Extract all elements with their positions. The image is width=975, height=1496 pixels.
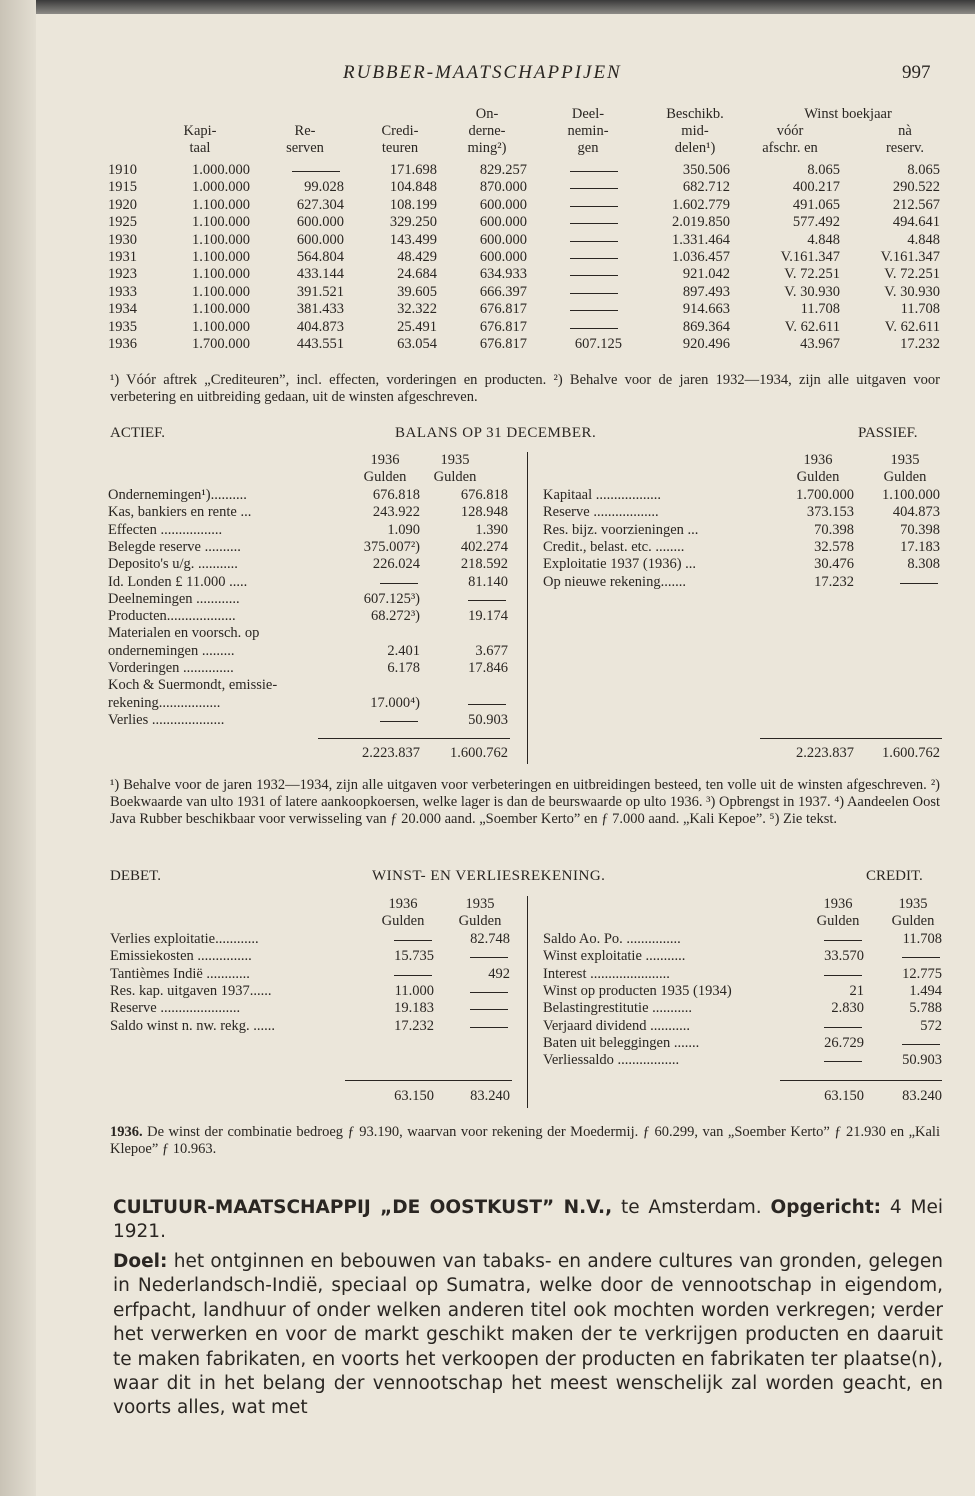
hist-cell-dash [570, 171, 618, 172]
asset-1936: 17.000⁴) [370, 694, 420, 711]
hist-year: 1934 [108, 301, 137, 318]
balance-unit-left-1: Gulden [433, 469, 477, 485]
hist-cell: 600.000 [479, 214, 527, 231]
pl-total-left-1936: 63.150 [394, 1088, 434, 1104]
debet-1936-dash [394, 940, 432, 941]
hist-cell-dash [570, 310, 618, 311]
hist-cell: 491.065 [792, 196, 840, 213]
hist-cell: V. 30.930 [884, 283, 940, 300]
liability-label: Op nieuwe rekening....... [543, 573, 686, 590]
hist-cell: 1.000.000 [192, 162, 250, 178]
binding-shadow [0, 0, 36, 1496]
liability-label: Credit., belast. etc. ........ [543, 538, 685, 555]
hist-cell: 104.848 [389, 179, 437, 196]
history-footnote: ¹) Vóór aftrek „Crediteuren”, incl. effecten, vorderingen en producten. ²) Behalve voor de jaren 1932—1934, zijn alle uitgaven voor verbetering en uitbreiding gedaan, uit de winsten afgeschreven. [110, 372, 940, 405]
hist-cell: 921.042 [682, 266, 730, 283]
hist-cell: 8.065 [807, 162, 840, 178]
page-number: 997 [902, 62, 931, 83]
balance-year-left-1: 1935 [440, 452, 470, 468]
asset-1935: 17.846 [468, 660, 508, 676]
asset-label: Vorderingen .............. [108, 660, 234, 676]
credit-label: Interest ...................... [543, 965, 670, 982]
hist-cell: 600.000 [479, 231, 527, 248]
hist-cell: 1.100.000 [192, 301, 250, 318]
debet-label: Verlies exploitatie............ [110, 931, 259, 947]
asset-1936: 2.401 [387, 642, 420, 659]
asset-1935: 1.390 [475, 521, 508, 538]
hist-cell: 1.100.000 [192, 249, 250, 265]
debet-1936: 17.232 [394, 1017, 434, 1034]
hist-cell-dash [570, 206, 618, 207]
pl-year-right-0: 1936 [823, 896, 853, 912]
hist-cell-dash [570, 241, 618, 242]
hist-cell: 676.817 [479, 318, 527, 335]
balance-total-right-1936: 2.223.837 [796, 745, 854, 761]
credit-1935: 5.788 [909, 1000, 942, 1017]
purpose-text: het ontginnen en bebouwen van tabaks- en andere cultures van gronden, gelegen in Nederlandsch-Indië, speciaal op Sumatra, welke door de vennootschap in eigendom, erfpacht, landhuur of onder welken anderen titel ook mochten worden verkregen; verder het verwerken en voor de markt geschikt maken der te verkrijgen producten en daaruit te maken fabrikaten, en voorts het verkoopen der producten en fabrikaten ter plaatse(n), waar dit in het belang der vennootschap het meest wenschelijk zal worden geacht, en voorts alles, wat met [113, 1251, 943, 1419]
hist-year: 1915 [108, 179, 137, 196]
hist-header-3-0: Credi- [381, 123, 419, 139]
asset-label: Materialen en voorsch. op [108, 625, 260, 642]
balance-total-left-1935: 1.600.762 [450, 745, 508, 761]
balance-total-right-1935: 1.600.762 [882, 745, 940, 761]
pl-year-left-0: 1936 [388, 896, 418, 912]
hist-cell-dash [292, 171, 340, 172]
debet-1935: 492 [488, 965, 510, 982]
hist-header-6-0: Beschikb. [666, 106, 724, 122]
hist-header-8-0: vóór [776, 123, 804, 139]
hist-cell: 897.493 [682, 283, 730, 300]
hist-cell: 920.496 [682, 336, 730, 352]
hist-cell: 1.100.000 [192, 231, 250, 248]
credit-1935: 12.775 [902, 965, 942, 982]
asset-1936: 226.024 [372, 556, 420, 573]
hist-cell: 108.199 [389, 196, 437, 213]
hist-cell: 829.257 [479, 162, 527, 178]
asset-1936: 6.178 [387, 660, 420, 676]
liability-label: Exploitatie 1937 (1936) ... [543, 556, 697, 573]
hist-cell: 634.933 [479, 266, 527, 283]
hist-cell-dash [570, 258, 618, 259]
asset-label: rekening................. [108, 694, 221, 711]
balance-total-rule-right [760, 738, 942, 739]
balance-unit-left-0: Gulden [363, 469, 407, 485]
asset-1936: 375.007²) [363, 538, 420, 555]
hist-cell: 290.522 [892, 179, 940, 196]
credit-label: Verjaard dividend ........... [543, 1017, 690, 1034]
hist-cell: 600.000 [479, 196, 527, 213]
purpose-label: Doel: [113, 1251, 168, 1272]
hist-year: 1931 [108, 249, 137, 265]
hist-cell: 1.100.000 [192, 283, 250, 300]
hist-header-3-1: teuren [381, 140, 419, 156]
hist-cell: 381.433 [296, 301, 344, 318]
balance-unit-right-1: Gulden [883, 469, 927, 485]
debet-label: Emissiekosten ............... [110, 948, 252, 965]
hist-cell: 914.663 [682, 301, 730, 318]
balance-left-heading: ACTIEF. [110, 425, 166, 441]
hist-header-4-2: ming²) [467, 140, 507, 156]
pl-unit-left-0: Gulden [381, 913, 425, 929]
liability-1935: 1.100.000 [882, 487, 940, 503]
asset-label: Deelnemingen ............ [108, 590, 240, 607]
pl-title: WINST- EN VERLIESREKENING. [372, 868, 606, 884]
balance-right-heading: PASSIEF. [858, 425, 918, 441]
hist-cell: 400.217 [792, 179, 840, 196]
debet-1936: 11.000 [394, 982, 434, 999]
scan-edge [0, 0, 975, 14]
balance-year-right-1: 1935 [890, 452, 920, 468]
hist-cell: 1.100.000 [192, 196, 250, 213]
hist-header-5-1: nemin- [567, 123, 609, 139]
hist-cell: 1.602.779 [672, 196, 730, 213]
asset-1936-dash [380, 721, 418, 722]
credit-1936-dash [824, 975, 862, 976]
hist-cell: 682.712 [682, 179, 730, 196]
hist-cell-dash [570, 328, 618, 329]
liability-label: Kapitaal .................. [543, 487, 661, 503]
hist-header-7-0: Winst boekjaar [804, 106, 892, 122]
pl-divider [527, 896, 528, 1108]
hist-year: 1925 [108, 214, 137, 231]
liability-1936: 17.232 [814, 573, 854, 590]
credit-label: Saldo Ao. Po. ............... [543, 931, 681, 947]
hist-header-9-1: reserv. [885, 140, 925, 156]
pl-unit-right-0: Gulden [816, 913, 860, 929]
hist-cell: 577.492 [792, 214, 840, 231]
hist-year: 1923 [108, 266, 137, 283]
hist-cell: 1.331.464 [672, 231, 730, 248]
debet-1936: 15.735 [394, 948, 434, 965]
hist-cell: 600.000 [296, 214, 344, 231]
hist-header-6-1: mid- [681, 123, 709, 139]
pl-total-rule-right [780, 1080, 942, 1081]
asset-1935: 50.903 [468, 711, 508, 728]
credit-1936: 21 [849, 982, 864, 999]
hist-header-4-1: derne- [468, 123, 506, 139]
asset-1936: 607.125³) [363, 590, 420, 607]
asset-label: Verlies .................... [108, 711, 225, 728]
balance-unit-right-0: Gulden [796, 469, 840, 485]
liability-1936: 32.578 [814, 538, 854, 555]
hist-cell: 443.551 [296, 336, 344, 352]
asset-label: Belegde reserve .......... [108, 538, 241, 555]
hist-cell: 1.100.000 [192, 266, 250, 283]
credit-1935: 11.708 [902, 931, 942, 947]
liability-1935: 404.873 [892, 504, 940, 521]
credit-1935-dash [902, 1044, 940, 1045]
hist-cell: 43.967 [800, 336, 840, 352]
founded-label: Opgericht: [770, 1197, 882, 1218]
hist-cell: V. 72.251 [884, 266, 940, 283]
asset-label: Ondernemingen¹).......... [108, 487, 247, 503]
debet-1935-dash [470, 1027, 508, 1028]
credit-label: Baten uit beleggingen ....... [543, 1034, 700, 1051]
asset-1936: 243.922 [372, 504, 420, 521]
hist-cell: 143.499 [389, 231, 437, 248]
hist-header-6-2: delen¹) [674, 140, 716, 156]
credit-1935-dash [902, 957, 940, 958]
pl-unit-left-1: Gulden [458, 913, 502, 929]
asset-label: Koch & Suermondt, emissie- [108, 677, 278, 694]
credit-1936: 26.729 [824, 1034, 864, 1051]
debet-1936: 19.183 [394, 1000, 434, 1017]
asset-label: Kas, bankiers en rente ... [108, 504, 252, 521]
hist-cell: 25.491 [397, 318, 437, 335]
hist-cell-dash [570, 188, 618, 189]
credit-1935: 1.494 [909, 982, 942, 999]
pl-right-heading: CREDIT. [866, 868, 923, 884]
debet-1935-dash [470, 957, 508, 958]
credit-label: Belastingrestitutie ........... [543, 1000, 693, 1017]
hist-cell: 8.065 [907, 162, 940, 178]
debet-1935: 82.748 [470, 931, 510, 947]
credit-1935: 572 [920, 1017, 942, 1034]
balance-total-rule-left [318, 738, 510, 739]
hist-header-2-1: serven [286, 140, 324, 156]
asset-1936-dash [380, 583, 418, 584]
asset-1935: 218.592 [460, 556, 508, 573]
liability-1935: 70.398 [900, 521, 940, 538]
hist-cell: 2.019.850 [672, 214, 730, 231]
hist-cell: 1.100.000 [192, 318, 250, 335]
hist-cell: 1.036.457 [672, 249, 730, 265]
hist-header-5-2: gen [577, 140, 599, 156]
asset-1935: 676.818 [460, 487, 508, 503]
debet-1935-dash [470, 1009, 508, 1010]
hist-cell: 99.028 [304, 179, 344, 196]
hist-header-1-0: Kapi- [183, 123, 217, 139]
liability-label: Res. bijz. voorzieningen ... [543, 521, 699, 538]
hist-cell: 63.054 [397, 336, 437, 352]
hist-cell: 404.873 [296, 318, 344, 335]
asset-1935-dash [468, 704, 506, 705]
asset-1935: 81.140 [468, 573, 508, 590]
liability-1936: 1.700.000 [796, 487, 854, 503]
hist-cell: 494.641 [892, 214, 940, 231]
debet-label: Reserve ...................... [110, 1000, 241, 1017]
hist-cell: 39.605 [397, 283, 437, 300]
liability-label: Reserve .................. [543, 504, 659, 521]
pl-total-left-1935: 83.240 [470, 1088, 510, 1104]
hist-year: 1930 [108, 231, 137, 248]
credit-label: Verliessaldo ................. [543, 1052, 680, 1069]
credit-1936-dash [824, 1061, 862, 1062]
hist-cell-dash [570, 223, 618, 224]
asset-1936: 68.272³) [370, 608, 420, 625]
debet-1936-dash [394, 975, 432, 976]
hist-cell: 676.817 [479, 301, 527, 318]
liability-1935: 8.308 [907, 556, 940, 573]
balance-footnote: ¹) Behalve voor de jaren 1932—1934, zijn alle uitgaven voor verbeteringen en uitbreidingen besteed, ten volle uit de winsten afgeschreven. ²) Boekwaarde van ulto 1931 of latere aankoopkoersen, welke lager is dan de beurswaarde op ulto 1936. ³) Opbrengst in 1937. ⁴) Aandeelen Oost Java Rubber beschikbaar voor verwisseling van ƒ 20.000 aand. „Soember Kerto” en ƒ 7.000 aand. „Kali Kepoe”. ⁵) Zie tekst. [110, 777, 940, 827]
section-title: RUBBER-MAATSCHAPPIJEN [343, 62, 622, 83]
asset-label: ondernemingen ......... [108, 642, 235, 659]
hist-cell: 32.322 [397, 301, 437, 318]
hist-cell: 627.304 [296, 196, 344, 213]
liability-1936: 373.153 [806, 504, 854, 521]
debet-1935-dash [470, 992, 508, 993]
credit-label: Winst op producten 1935 (1934) [543, 982, 732, 999]
hist-cell: 17.232 [900, 336, 940, 352]
hist-header-8-1: afschr. en [762, 140, 818, 156]
hist-cell: 4.848 [807, 231, 840, 248]
hist-cell: 676.817 [479, 336, 527, 352]
hist-year: 1933 [108, 283, 137, 300]
hist-header-1-1: taal [189, 140, 211, 156]
hist-header-5-0: Deel- [571, 106, 605, 122]
hist-cell: 212.567 [892, 196, 940, 213]
asset-1936: 676.818 [372, 487, 420, 503]
hist-cell: 391.521 [296, 283, 344, 300]
credit-1936-dash [824, 1027, 862, 1028]
hist-cell: 600.000 [479, 249, 527, 265]
asset-label: Id. Londen £ 11.000 ..... [108, 573, 248, 590]
asset-1936: 1.090 [387, 521, 420, 538]
asset-1935: 402.274 [460, 538, 508, 555]
asset-label: Effecten ................. [108, 521, 223, 538]
company-location: te Amsterdam. [612, 1197, 771, 1218]
hist-header-9-0: nà [898, 123, 912, 139]
balance-title: BALANS OP 31 DECEMBER. [395, 425, 597, 441]
year-note [110, 1124, 940, 1158]
hist-cell: V.161.347 [780, 249, 840, 265]
hist-cell: 329.250 [389, 214, 437, 231]
hist-cell: 666.397 [479, 283, 527, 300]
hist-cell: 11.708 [800, 301, 840, 318]
hist-cell: 11.708 [900, 301, 940, 318]
credit-1936: 33.570 [824, 948, 864, 965]
credit-1935: 50.903 [902, 1052, 942, 1069]
hist-year: 1935 [108, 318, 137, 335]
hist-cell-dash [570, 293, 618, 294]
liability-1935: 17.183 [900, 538, 940, 555]
hist-year: 1936 [108, 336, 137, 352]
pl-unit-right-1: Gulden [891, 913, 935, 929]
liability-1935-dash [900, 583, 938, 584]
debet-label: Tantièmes Indië ............ [110, 965, 250, 982]
liability-1936: 30.476 [814, 556, 854, 573]
hist-cell: 870.000 [479, 179, 527, 196]
hist-cell: 1.000.000 [192, 179, 250, 196]
credit-1936: 2.830 [831, 1000, 864, 1017]
year-note-year: 1936. [110, 1124, 143, 1140]
hist-cell: 4.848 [907, 231, 940, 248]
company-purpose [113, 1250, 943, 1421]
hist-cell: V. 72.251 [784, 266, 840, 283]
balance-total-left-1936: 2.223.837 [362, 745, 420, 761]
hist-cell: V. 30.930 [784, 283, 840, 300]
balance-year-left-0: 1936 [370, 452, 400, 468]
asset-1935: 19.174 [468, 608, 508, 625]
hist-header-4-0: On- [475, 106, 499, 122]
liability-1936: 70.398 [814, 521, 854, 538]
hist-year: 1920 [108, 196, 137, 213]
hist-cell: V. 62.611 [884, 318, 940, 335]
asset-label: Producten................... [108, 608, 236, 625]
hist-cell: V. 62.611 [784, 318, 840, 335]
asset-1935-dash [468, 600, 506, 601]
hist-cell: 564.804 [296, 249, 344, 265]
hist-cell: V.161.347 [880, 249, 940, 265]
debet-label: Res. kap. uitgaven 1937...... [110, 982, 272, 999]
pl-left-heading: DEBET. [110, 868, 161, 884]
pl-year-right-1: 1935 [898, 896, 928, 912]
debet-label: Saldo winst n. nw. rekg. ...... [110, 1017, 275, 1034]
hist-cell: 48.429 [397, 249, 437, 265]
pl-total-right-1936: 63.150 [824, 1088, 864, 1104]
year-note-text: De winst der combinatie bedroeg ƒ 93.190, waarvan voor rekening der Moedermij. ƒ 60.299, van „Soember Kerto” ƒ 21.930 en „Kali Klepoe” ƒ 10.963. [110, 1124, 940, 1157]
credit-label: Winst exploitatie ........... [543, 948, 686, 965]
hist-cell: 24.684 [397, 266, 437, 283]
hist-cell: 607.125 [574, 336, 622, 352]
hist-cell-dash [570, 275, 618, 276]
hist-cell: 433.144 [296, 266, 344, 283]
founded-date: 4 Mei 1921. [113, 1197, 944, 1243]
pl-total-right-1935: 83.240 [902, 1088, 942, 1104]
asset-1935: 128.948 [460, 504, 508, 521]
hist-cell: 600.000 [296, 231, 344, 248]
asset-label: Deposito's u/g. ........... [108, 556, 238, 573]
hist-cell: 171.698 [389, 162, 437, 178]
asset-1935: 3.677 [475, 642, 508, 659]
hist-year: 1910 [108, 162, 137, 178]
company-name: CULTUUR-MAATSCHAPPIJ „DE OOSTKUST” N.V., [113, 1197, 613, 1218]
hist-cell: 1.100.000 [192, 214, 250, 231]
pl-total-rule-left [345, 1080, 512, 1081]
hist-cell: 1.700.000 [192, 336, 250, 352]
balance-divider [527, 452, 528, 764]
credit-1936-dash [824, 940, 862, 941]
hist-cell: 350.506 [682, 162, 730, 178]
pl-year-left-1: 1935 [465, 896, 495, 912]
company-heading [113, 1196, 943, 1245]
hist-header-2-0: Re- [294, 123, 316, 139]
balance-year-right-0: 1936 [803, 452, 833, 468]
hist-cell: 869.364 [682, 318, 730, 335]
